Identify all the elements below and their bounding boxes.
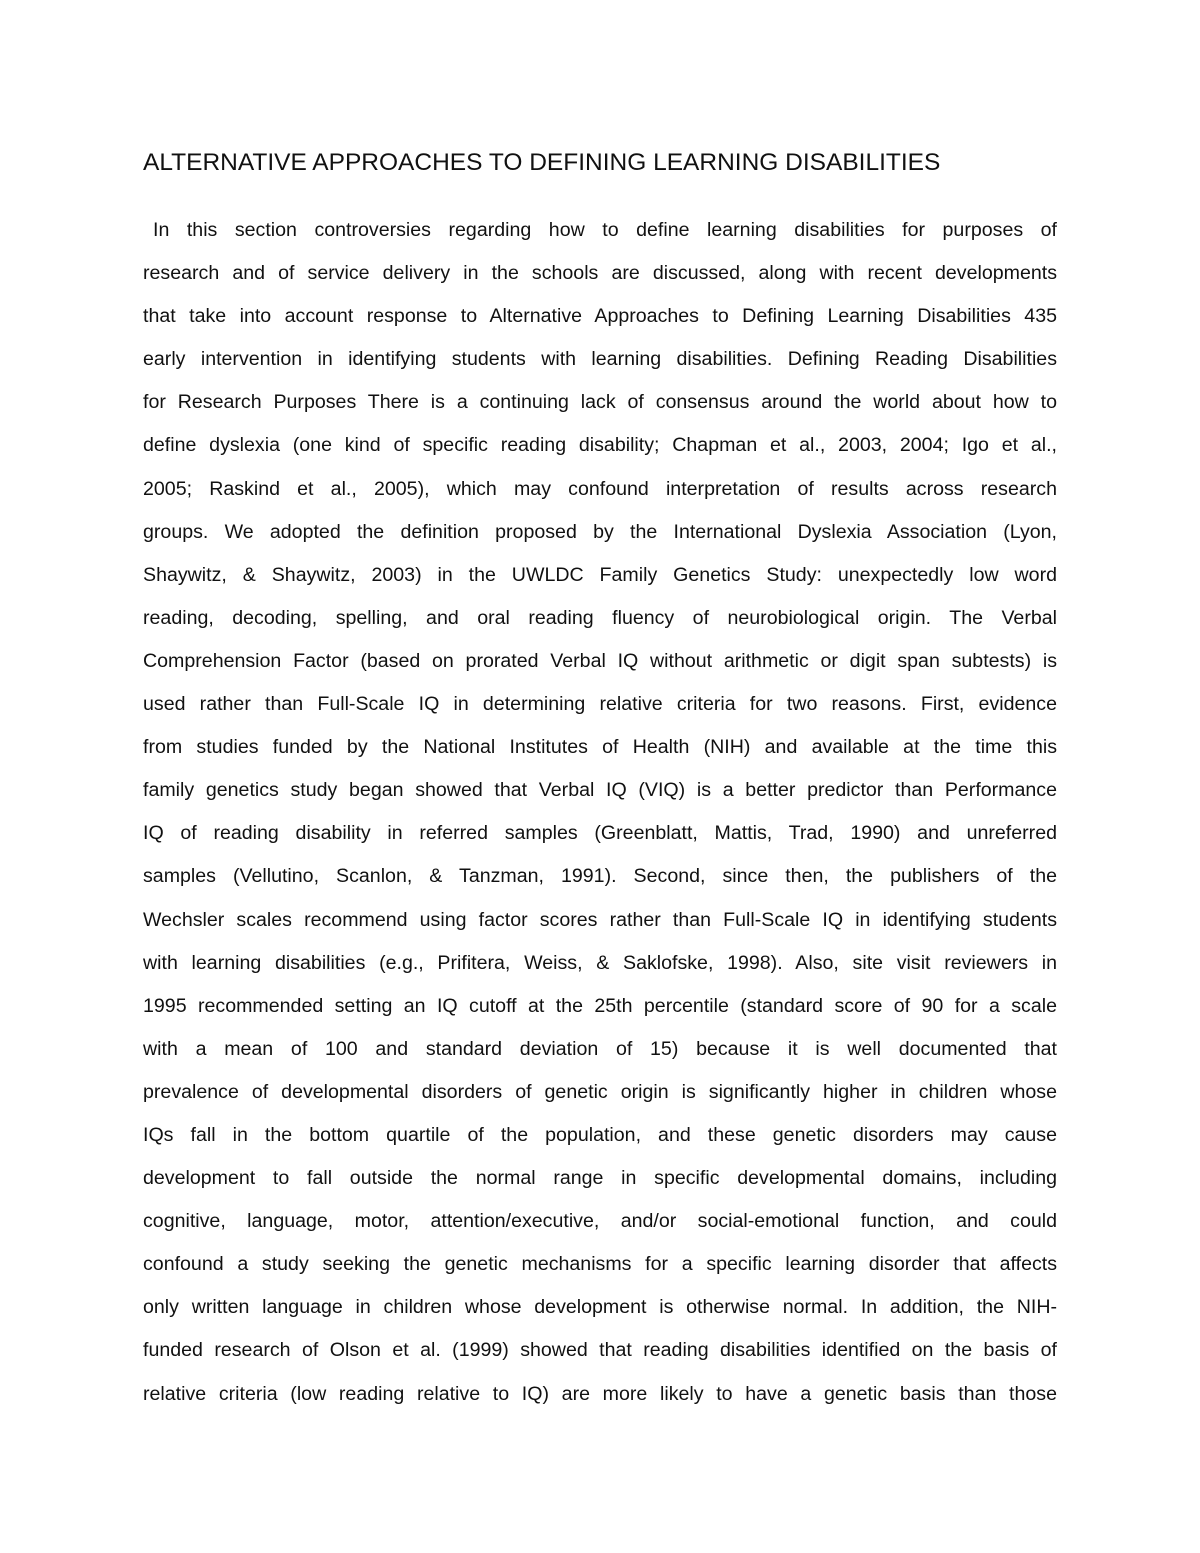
text-line: used rather than Full-Scale IQ in determining relative criteria for two reasons. First, evidence bbox=[143, 693, 1057, 716]
text-line: cognitive, language, motor, attention/executive, and/or social-emotional function, and could bbox=[143, 1210, 1057, 1233]
body-paragraph bbox=[143, 214, 1057, 1421]
text-line: early intervention in identifying students with learning disabilities. Defining Reading Disabilities bbox=[143, 348, 1057, 371]
text-line: groups. We adopted the definition proposed by the International Dyslexia Association (Lyon, bbox=[143, 520, 1057, 543]
text-line: only written language in children whose development is otherwise normal. In addition, the NIH- bbox=[143, 1296, 1057, 1319]
text-line: In this section controversies regarding how to define learning disabilities for purposes of bbox=[153, 219, 1057, 241]
text-line: IQs fall in the bottom quartile of the population, and these genetic disorders may cause bbox=[143, 1123, 1057, 1146]
text-line: that take into account response to Alternative Approaches to Defining Learning Disabilities 435 bbox=[143, 305, 1057, 328]
text-line: define dyslexia (one kind of specific reading disability; Chapman et al., 2003, 2004; Igo et al., bbox=[143, 434, 1057, 457]
text-line: from studies funded by the National Institutes of Health (NIH) and available at the time this bbox=[143, 736, 1057, 759]
text-line: funded research of Olson et al. (1999) showed that reading disabilities identified on the basis of bbox=[143, 1339, 1057, 1362]
text-line: with learning disabilities (e.g., Prifitera, Weiss, & Saklofske, 1998). Also, site visit reviewers in bbox=[143, 951, 1057, 974]
text-line: prevalence of developmental disorders of genetic origin is significantly higher in children whose bbox=[143, 1080, 1057, 1103]
page-title: ALTERNATIVE APPROACHES TO DEFINING LEARNING DISABILITIES bbox=[143, 149, 941, 176]
text-line: research and of service delivery in the schools are discussed, along with recent developments bbox=[143, 262, 1057, 285]
text-line: 2005; Raskind et al., 2005), which may confound interpretation of results across research bbox=[143, 477, 1057, 500]
text-line: Wechsler scales recommend using factor scores rather than Full-Scale IQ in identifying students bbox=[143, 908, 1057, 931]
text-line: 1995 recommended setting an IQ cutoff at the 25th percentile (standard score of 90 for a scale bbox=[143, 994, 1057, 1017]
text-line: confound a study seeking the genetic mechanisms for a specific learning disorder that affects bbox=[143, 1253, 1057, 1276]
text-line: samples (Vellutino, Scanlon, & Tanzman, 1991). Second, since then, the publishers of the bbox=[143, 865, 1057, 888]
text-line: family genetics study began showed that Verbal IQ (VIQ) is a better predictor than Performance bbox=[143, 779, 1057, 802]
text-line: IQ of reading disability in referred samples (Greenblatt, Mattis, Trad, 1990) and unreferred bbox=[143, 822, 1057, 845]
text-line: for Research Purposes There is a continuing lack of consensus around the world about how to bbox=[143, 391, 1057, 414]
text-line: Shaywitz, & Shaywitz, 2003) in the UWLDC Family Genetics Study: unexpectedly low word bbox=[143, 563, 1057, 586]
text-line: development to fall outside the normal range in specific developmental domains, including bbox=[143, 1167, 1057, 1190]
text-line: relative criteria (low reading relative to IQ) are more likely to have a genetic basis than those bbox=[143, 1382, 1057, 1405]
text-line: Comprehension Factor (based on prorated Verbal IQ without arithmetic or digit span subtests) is bbox=[143, 649, 1057, 672]
text-line: with a mean of 100 and standard deviation of 15) because it is well documented that bbox=[143, 1037, 1057, 1060]
text-line: reading, decoding, spelling, and oral reading fluency of neurobiological origin. The Verbal bbox=[143, 606, 1057, 629]
